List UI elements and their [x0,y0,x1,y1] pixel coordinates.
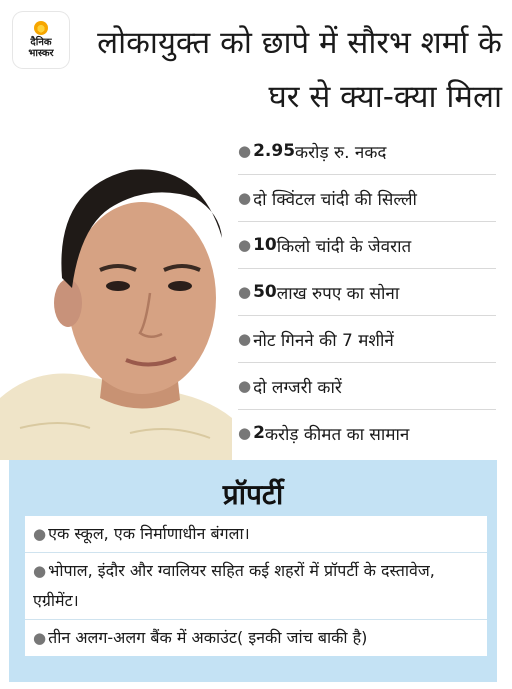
logo-line-1: दैनिक [30,37,52,48]
bullet-icon: ● [238,142,252,160]
bullet-icon: ● [238,236,252,254]
bullet-icon: ● [33,562,47,580]
bullet-icon: ● [238,189,252,207]
list-item: ● तीन अलग-अलग बैंक में अकाउंट( इनकी जांच बाकी है) [33,628,368,647]
headline: लोकायुक्त को छापे में सौरभ शर्मा के घर से क्या-क्या मिला [97,25,502,115]
list-item: ● 2 करोड़ कीमत का सामान [238,423,410,445]
seized-items-list [238,128,496,456]
sun-icon [34,21,48,35]
bullet-icon: ● [238,377,252,395]
list-item: ● 10 किलो चांदी के जेवरात [238,222,496,269]
list-item: ● एक स्कूल, एक निर्माणाधीन बंगला। [25,516,487,553]
bullet-icon: ● [33,525,47,543]
list-item: ● 2.95 करोड़ रु. नकद [238,128,496,175]
property-heading: प्रॉपर्टी [9,475,497,520]
dainik-bhaskar-logo [13,12,69,68]
list-item: ● दो क्विंटल चांदी की सिल्ली [238,175,496,222]
property-list [25,516,487,656]
list-item: ● दो लग्जरी कारें [238,363,496,410]
bullet-icon: ● [238,330,252,348]
bullet-icon: ● [238,424,252,442]
logo-line-2: भास्कर [28,48,54,59]
list-item: ● नोट गिनने की 7 मशीनें [238,316,496,363]
bullet-icon: ● [238,283,252,301]
list-item: ● भोपाल, इंदौर और ग्वालियर सहित कई शहरों में प्रॉपर्टी के दस्तावेज, एग्रीमेंट। [25,553,487,620]
list-item: ● 50 लाख रुपए का सोना [238,269,496,316]
bullet-icon: ● [33,629,47,647]
person-photo [0,128,232,460]
